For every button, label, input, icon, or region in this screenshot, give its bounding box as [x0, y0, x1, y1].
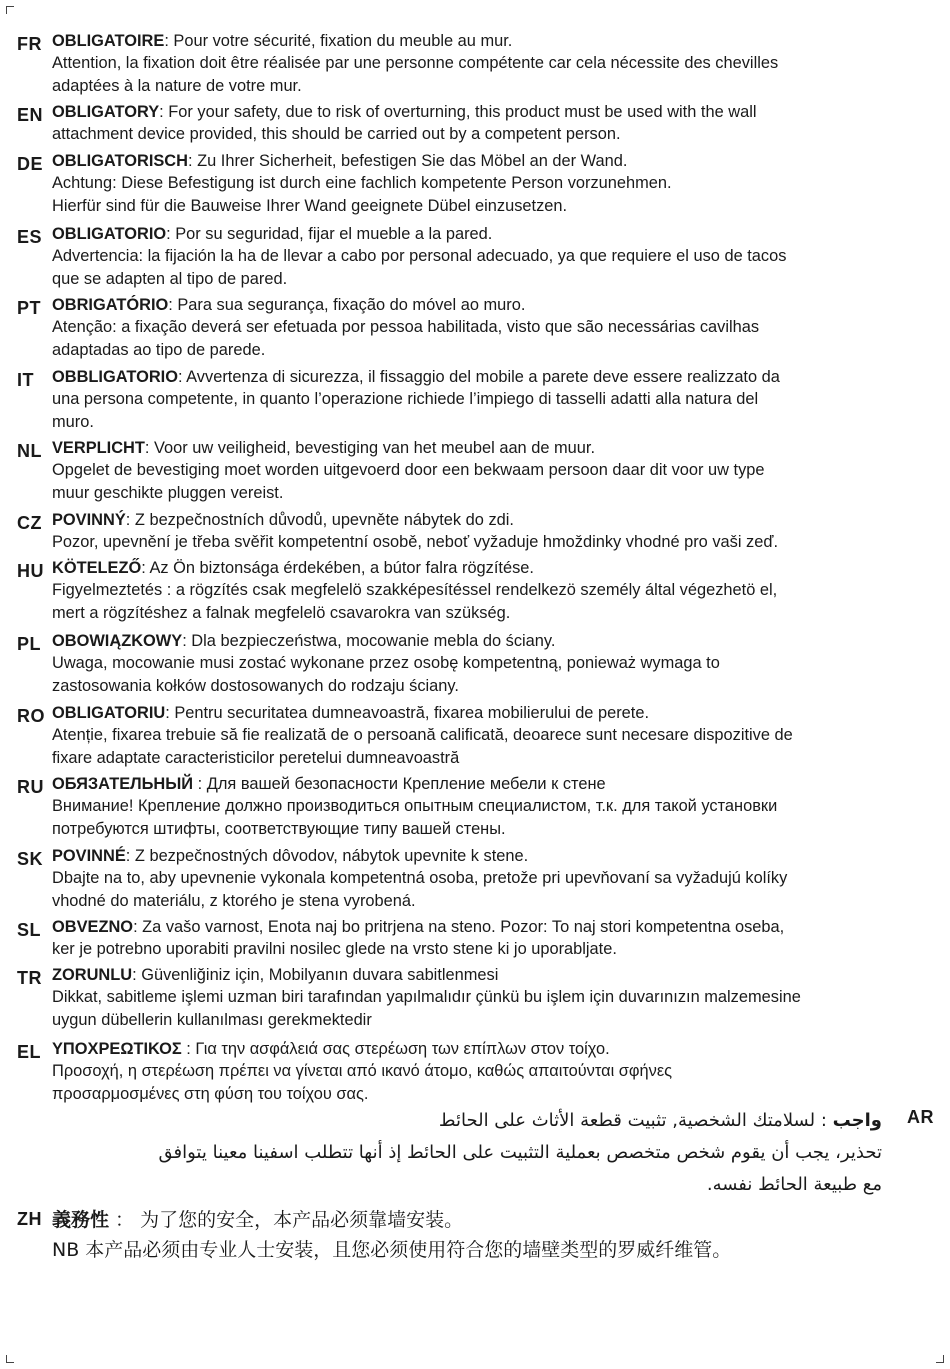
warning-keyword: OBLIGATORISCH	[52, 152, 188, 170]
language-code-pt: PT	[17, 298, 42, 318]
section-line	[52, 630, 937, 652]
language-code-nl: NL	[17, 441, 42, 461]
section-text-it	[52, 366, 937, 433]
warning-keyword: ΥΠΟΧΡΕΩΤΙΚΟΣ	[52, 1040, 182, 1058]
section-pt	[17, 294, 937, 361]
section-line: Hierfür sind für die Bauweise Ihrer Wand geeignete Dübel einzusetzen.	[52, 196, 568, 215]
section-line	[52, 30, 937, 52]
section-line: que se adapten al tipo de pared.	[52, 269, 288, 288]
warning-keyword: OBBLIGATORIO	[52, 368, 178, 386]
warning-keyword: OBLIGATORY	[52, 103, 160, 121]
warning-text: : Pentru securitatea dumneavoastră, fixarea mobilierului de perete.	[165, 704, 650, 722]
warning-text: : Z bezpečnostních důvodů, upevněte nábytek do zdi.	[125, 511, 514, 529]
section-text-fr	[52, 30, 937, 97]
warning-text: : Az Ön biztonsága érdekében, a bútor falra rögzítése.	[141, 559, 534, 577]
section-line: Uwaga, mocowanie musi zostać wykonane przez osobę kompetentną, ponieważ wymaga to	[52, 654, 720, 673]
warning-keyword: OBLIGATORIU	[52, 704, 166, 722]
section-line	[52, 1205, 937, 1235]
section-text-sk	[52, 845, 937, 912]
warning-keyword: OBRIGATÓRIO	[52, 296, 169, 314]
section-text-zh	[52, 1205, 937, 1265]
section-text-nl	[52, 437, 937, 504]
section-text-el	[52, 1038, 937, 1105]
section-line: NB 本产品必须由专业人士安装，且您必须使用符合您的墙壁类型的罗威纤维管。	[52, 1239, 732, 1261]
section-line: adaptées à la nature de votre mur.	[52, 76, 302, 95]
warning-keyword: 義務性	[52, 1209, 110, 1231]
crop-mark-bottom-right	[936, 1355, 944, 1363]
warning-keyword: VERPLICHT	[52, 439, 145, 457]
section-pl	[17, 630, 937, 697]
section-text-pl	[52, 630, 937, 697]
section-line	[52, 294, 937, 316]
section-line: muur geschikte pluggen vereist.	[52, 483, 284, 502]
warning-text: : Dla bezpieczeństwa, mocowanie mebla do ściany.	[182, 632, 556, 650]
language-code-sk: SK	[17, 849, 44, 869]
warning-keyword: ZORUNLU	[52, 966, 133, 984]
crop-mark-top-left	[6, 6, 14, 14]
section-line: zastosowania kołków dostosowanych do rodzaju ściany.	[52, 676, 459, 695]
section-text-cz	[52, 509, 937, 554]
language-code-ar: AR	[907, 1107, 934, 1127]
section-tr	[17, 964, 937, 1031]
section-line: Внимание! Крепление должно производиться опытным специалистом, т.к. для такой установки	[52, 797, 778, 816]
language-code-sl: SL	[17, 920, 42, 940]
section-el	[17, 1038, 937, 1105]
warning-keyword: واجب	[832, 1110, 882, 1131]
section-line	[52, 557, 937, 579]
warning-text: : Güvenliğiniz için, Mobilyanın duvara sabitlenmesi	[132, 966, 499, 984]
warning-text: : Zu Ihrer Sicherheit, befestigen Sie das Möbel an der Wand.	[187, 152, 628, 170]
section-line: Opgelet de bevestiging moet worden uitgevoerd door een bekwaam persoon daar dit voor uw type	[52, 461, 765, 480]
section-de	[17, 150, 937, 217]
language-code-es: ES	[17, 227, 43, 247]
section-line: تحذير، يجب أن يقوم شخص متخصص بعملية التثبيت على الحائط إذ أنها تتطلب اسفينا معينا يتوافق	[158, 1142, 882, 1163]
language-code-fr: FR	[17, 34, 42, 54]
section-line: uygun dübellerin kullanılması gerekmektedir	[52, 1010, 372, 1029]
language-code-cz: CZ	[17, 513, 42, 533]
warning-text: : Z bezpečnostných dôvodov, nábytok upevnite k stene.	[125, 847, 529, 865]
section-text-en	[52, 101, 937, 146]
section-line: attachment device provided, this should be carried out by a competent person.	[52, 125, 621, 144]
warning-keyword: KÖTELEZŐ	[52, 559, 142, 577]
section-text-pt	[52, 294, 937, 361]
section-line: потребуются штифты, соответствующие типу вашей стены.	[52, 819, 506, 838]
section-text-sl	[52, 916, 937, 961]
section-line	[52, 509, 937, 531]
section-line	[52, 845, 937, 867]
section-line	[52, 964, 937, 986]
language-code-pl: PL	[17, 634, 42, 654]
warning-text: : Por su seguridad, fijar el mueble a la pared.	[166, 225, 493, 243]
crop-mark-bottom-left	[6, 1355, 14, 1363]
language-code-hu: HU	[17, 561, 44, 581]
section-line	[52, 223, 937, 245]
language-code-zh: ZH	[17, 1209, 42, 1229]
section-hu	[17, 557, 937, 624]
warning-text: : Za vašo varnost, Enota naj bo pritrjena na steno. Pozor: To naj stori kompetentna oseba,	[133, 918, 785, 936]
warning-text: : Για την ασφάλειά σας στερέωση των επίπλων στον τοίχο.	[181, 1040, 610, 1058]
warning-keyword: ОБЯЗАТЕЛЬНЫЙ	[52, 775, 194, 793]
section-line	[52, 773, 937, 795]
warning-text: : Voor uw veiligheid, bevestiging van het meubel aan de muur.	[144, 439, 596, 457]
warning-text: : Pour votre sécurité, fixation du meuble au mur.	[164, 32, 513, 50]
section-line: Atenție, fixarea trebuie să fie realizată de o persoană calificată, deoarece sunt necesare dispozitive de	[52, 726, 793, 745]
section-line	[52, 916, 937, 938]
section-cz	[17, 509, 937, 554]
section-text-ru	[52, 773, 937, 840]
section-en	[17, 101, 937, 146]
section-line	[60, 1105, 882, 1137]
warning-text: : Para sua segurança, fixação do móvel ao muro.	[168, 296, 526, 314]
section-line: una persona competente, in quanto l’operazione richiede l’impiego di tasselli adatti alla natura del	[52, 390, 759, 409]
section-it	[17, 366, 937, 433]
section-line: Dikkat, sabitleme işlemi uzman biri tarafından yapılmalıdır çünkü bu işlem için duvarınızın malzemesine	[52, 988, 801, 1007]
section-line: مع طبيعة الحائط نفسه.	[706, 1174, 882, 1195]
language-code-ro: RO	[17, 706, 45, 726]
section-es	[17, 223, 937, 290]
language-code-ru: RU	[17, 777, 44, 797]
warning-keyword: POVINNÉ	[52, 847, 126, 865]
section-line	[52, 1038, 937, 1060]
section-text-es	[52, 223, 937, 290]
section-line: vhodné do materiálu, z ktorého je stena vyrobená.	[52, 891, 416, 910]
warning-keyword: OBLIGATORIO	[52, 225, 167, 243]
section-line: Attention, la fixation doit être réalisée par une personne compétente car cela nécessite des chevilles	[52, 54, 779, 73]
language-code-it: IT	[17, 370, 34, 390]
section-line: adaptadas ao tipo de parede.	[52, 340, 266, 359]
section-line	[52, 101, 937, 123]
section-ru	[17, 773, 937, 840]
warning-text: : For your safety, due to risk of overturning, this product must be used with the wall	[159, 103, 757, 121]
warning-keyword: OBVEZNO	[52, 918, 134, 936]
warning-keyword: OBOWIĄZKOWY	[52, 632, 183, 650]
section-ar	[60, 1105, 938, 1201]
section-text-ar	[60, 1105, 882, 1201]
section-fr	[17, 30, 937, 97]
warning-keyword: OBLIGATOIRE	[52, 32, 165, 50]
section-text-hu	[52, 557, 937, 624]
section-line: Pozor, upevnění je třeba svěřit kompetentní osobě, neboť vyžaduje hmoždinky vhodné pro vaši zeď.	[52, 533, 778, 552]
section-line	[52, 366, 937, 388]
section-line: ker je potrebno uporabiti pravilni nosilec glede na vrsto stene ki jo uporabljate.	[52, 940, 617, 959]
warning-text: : لسلامتك الشخصية, تثبيت قطعة الأثاث على الحائط	[438, 1110, 833, 1131]
section-line: Achtung: Diese Befestigung ist durch eine fachlich kompetente Person vorzunehmen.	[52, 174, 672, 193]
language-code-en: EN	[17, 105, 44, 125]
section-nl	[17, 437, 937, 504]
section-line: προσαρμοσμένες στη φύση του τοίχου σας.	[52, 1084, 369, 1103]
warning-keyword: POVINNÝ	[52, 511, 126, 529]
section-text-ro	[52, 702, 937, 769]
section-text-tr	[52, 964, 937, 1031]
section-line: fixare adaptate caracteristicilor peretelui dumneavoastră	[52, 748, 460, 767]
section-line	[52, 150, 937, 172]
warning-text: : Avvertenza di sicurezza, il fissaggio del mobile a parete deve essere realizzato da	[177, 368, 780, 386]
section-ro	[17, 702, 937, 769]
section-line: Προσοχή, η στερέωση πρέπει να γίνεται από ικανό άτομο, καθώς απαιτούνται σφήνες	[52, 1062, 673, 1081]
section-text-de	[52, 150, 937, 217]
section-zh	[17, 1205, 937, 1265]
section-line: Atenção: a fixação deverá ser efetuada por pessoa habilitada, visto que são necessárias cavilhas	[52, 318, 760, 337]
section-sl	[17, 916, 937, 961]
section-line: Figyelmeztetés : a rögzítés csak megfelelö szakképesítéssel rendelkezö személy által végezhetö el,	[52, 581, 778, 600]
warning-text: : Для вашей безопасности Крепление мебели к стене	[193, 775, 606, 793]
section-sk	[17, 845, 937, 912]
language-code-de: DE	[17, 154, 44, 174]
section-line	[52, 437, 937, 459]
warning-text: ： 为了您的安全，本产品必须靠墙安装。	[109, 1209, 464, 1231]
section-line: Dbajte na to, aby upevnenie vykonala kompetentná osoba, pretože pri upevňovaní sa vyžadujú kolíky	[52, 869, 788, 888]
section-line: mert a rögzítéshez a falnak megfelelö csavarokra van szükség.	[52, 603, 511, 622]
section-line: muro.	[52, 412, 94, 431]
section-line	[52, 702, 937, 724]
language-code-tr: TR	[17, 968, 42, 988]
section-line: Advertencia: la fijación la ha de llevar a cabo por personal adecuado, ya que requiere el uso de tacos	[52, 247, 787, 266]
language-code-el: EL	[17, 1042, 42, 1062]
